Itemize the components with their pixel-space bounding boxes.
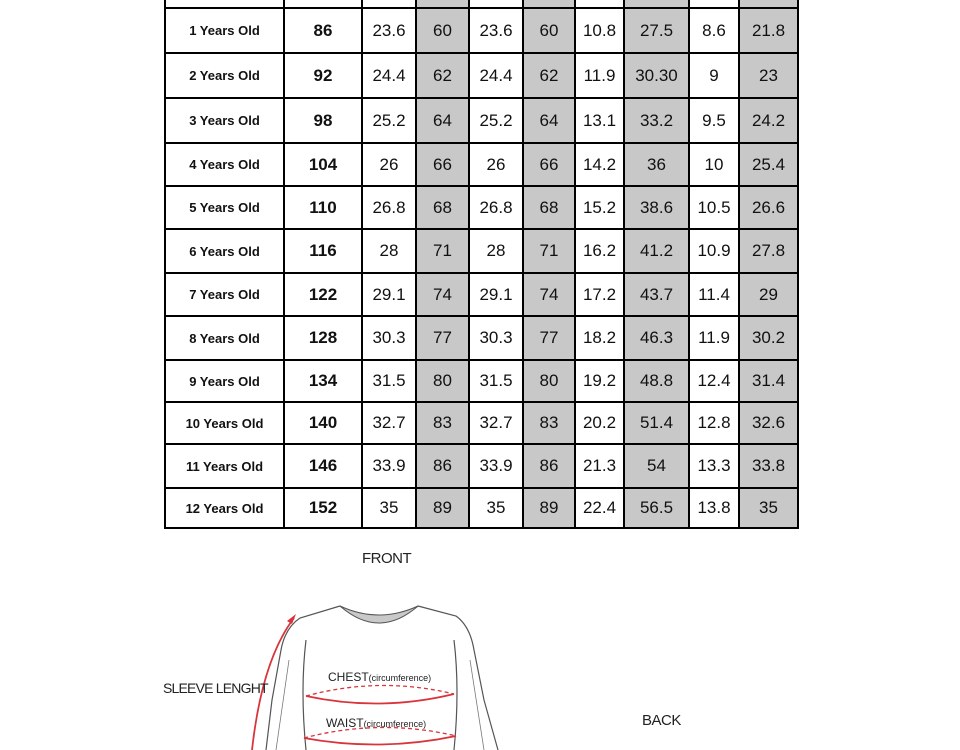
measurement-cell: 14.2: [575, 143, 624, 186]
measurement-cell: 77: [416, 316, 469, 360]
waist-measure-front: [304, 736, 456, 745]
height-cell: 128: [284, 316, 362, 360]
height-cell: 98: [284, 98, 362, 143]
chest-measure-front: [306, 694, 454, 704]
height-cell: 122: [284, 273, 362, 316]
measurement-cell: 48.8: [624, 360, 689, 402]
chest-label: CHEST(circumference): [328, 670, 432, 684]
measurement-cell: 26: [362, 143, 416, 186]
measurement-cell: 25.2: [469, 98, 523, 143]
measurement-cell: 10.9: [689, 229, 739, 273]
measurement-cell: 9: [689, 53, 739, 98]
height-cell: 146: [284, 444, 362, 488]
measurement-cell: 30.30: [624, 53, 689, 98]
measurement-cell: 74: [416, 273, 469, 316]
measurement-cell: 16.2: [575, 229, 624, 273]
measurement-cell: 33.9: [362, 444, 416, 488]
measurement-cell: 26.8: [362, 186, 416, 229]
measurement-cell: 86: [523, 444, 575, 488]
measurement-cell: 11.4: [689, 273, 739, 316]
age-cell: 3 Years Old: [165, 98, 284, 143]
measurement-cell: 31.5: [469, 360, 523, 402]
measurement-cell: 62: [523, 53, 575, 98]
measurement-cell: 10.8: [575, 8, 624, 53]
measurement-cell: 29.1: [362, 273, 416, 316]
measurement-cell: 83: [523, 402, 575, 444]
measurement-cell: 24.4: [362, 53, 416, 98]
height-cell: 116: [284, 229, 362, 273]
measurement-cell: 38.6: [624, 186, 689, 229]
measurement-cell: 23: [739, 53, 798, 98]
age-cell: 11 Years Old: [165, 444, 284, 488]
measurement-cell: 24.2: [739, 98, 798, 143]
measurement-cell: 66: [416, 143, 469, 186]
measurement-cell: 64: [523, 98, 575, 143]
measurement-cell: 71: [523, 229, 575, 273]
measurement-cell: 22.4: [575, 488, 624, 528]
measurement-cell: 29: [739, 273, 798, 316]
measurement-cell: 12.4: [689, 360, 739, 402]
height-cell: 152: [284, 488, 362, 528]
age-cell: 8 Years Old: [165, 316, 284, 360]
measurement-cell: 23.6: [469, 8, 523, 53]
measurement-cell: 54: [624, 444, 689, 488]
measurement-cell: 10: [689, 143, 739, 186]
age-cell: 9 Years Old: [165, 360, 284, 402]
measurement-cell: 13.1: [575, 98, 624, 143]
height-cell: 86: [284, 8, 362, 53]
measurement-cell: 41.2: [624, 229, 689, 273]
measurement-cell: 77: [523, 316, 575, 360]
measurement-cell: 25.2: [362, 98, 416, 143]
measurement-cell: 20.2: [575, 402, 624, 444]
collar-shape: [340, 606, 418, 623]
height-cell: 92: [284, 53, 362, 98]
measurement-cell: 80: [416, 360, 469, 402]
measurement-cell: 25.4: [739, 143, 798, 186]
measurement-cell: 74: [523, 273, 575, 316]
measurement-cell: 12.8: [689, 402, 739, 444]
measurement-cell: 30.3: [469, 316, 523, 360]
measurement-cell: 51.4: [624, 402, 689, 444]
measurement-cell: 26: [469, 143, 523, 186]
measurement-cell: 17.2: [575, 273, 624, 316]
measurement-cell: 46.3: [624, 316, 689, 360]
measurement-cell: 19.2: [575, 360, 624, 402]
measurement-cell: 66: [523, 143, 575, 186]
measurement-cell: 32.7: [362, 402, 416, 444]
measurement-cell: 26.8: [469, 186, 523, 229]
measurement-cell: 80: [523, 360, 575, 402]
measurement-cell: 35: [362, 488, 416, 528]
height-cell: 104: [284, 143, 362, 186]
measurement-cell: 60: [523, 8, 575, 53]
measurement-cell: 32.7: [469, 402, 523, 444]
measurement-cell: 27.8: [739, 229, 798, 273]
measurement-cell: 10.5: [689, 186, 739, 229]
age-cell: 12 Years Old: [165, 488, 284, 528]
measurement-cell: 83: [416, 402, 469, 444]
measurement-cell: 35: [469, 488, 523, 528]
measurement-cell: 64: [416, 98, 469, 143]
measurement-cell: 68: [416, 186, 469, 229]
measurement-cell: 56.5: [624, 488, 689, 528]
measurement-cell: 18.2: [575, 316, 624, 360]
age-cell: 5 Years Old: [165, 186, 284, 229]
measurement-cell: 30.2: [739, 316, 798, 360]
sleeve-length-label: SLEEVE LENGHT: [163, 680, 268, 696]
age-cell: 6 Years Old: [165, 229, 284, 273]
measurement-cell: 35: [739, 488, 798, 528]
measurement-cell: 15.2: [575, 186, 624, 229]
height-cell: 140: [284, 402, 362, 444]
measurement-cell: 26.6: [739, 186, 798, 229]
measurement-cell: 24.4: [469, 53, 523, 98]
age-cell: 10 Years Old: [165, 402, 284, 444]
measurement-cell: 30.3: [362, 316, 416, 360]
measurement-cell: 31.5: [362, 360, 416, 402]
measurement-cell: 60: [416, 8, 469, 53]
measurement-cell: 33.8: [739, 444, 798, 488]
measurement-cell: 8.6: [689, 8, 739, 53]
height-cell: 110: [284, 186, 362, 229]
measurement-cell: 62: [416, 53, 469, 98]
measurement-cell: 9.5: [689, 98, 739, 143]
measurement-cell: 89: [416, 488, 469, 528]
age-cell: 7 Years Old: [165, 273, 284, 316]
measurement-cell: 13.3: [689, 444, 739, 488]
measurement-cell: 11.9: [575, 53, 624, 98]
measurement-cell: 43.7: [624, 273, 689, 316]
measurement-cell: 86: [416, 444, 469, 488]
chest-measure-back: [306, 685, 454, 696]
measurement-cell: 28: [469, 229, 523, 273]
measurement-cell: 29.1: [469, 273, 523, 316]
measurement-cell: 28: [362, 229, 416, 273]
measurement-cell: 13.8: [689, 488, 739, 528]
waist-label: WAIST(circumference): [326, 716, 427, 730]
front-label: FRONT: [362, 550, 412, 567]
measurement-cell: 89: [523, 488, 575, 528]
measurement-cell: 27.5: [624, 8, 689, 53]
measurement-cell: 36: [624, 143, 689, 186]
measurement-cell: 71: [416, 229, 469, 273]
measurement-cell: 33.2: [624, 98, 689, 143]
measurement-cell: 23.6: [362, 8, 416, 53]
age-cell: 1 Years Old: [165, 8, 284, 53]
measurement-cell: 32.6: [739, 402, 798, 444]
measurement-cell: 33.9: [469, 444, 523, 488]
measurement-cell: 68: [523, 186, 575, 229]
age-cell: 4 Years Old: [165, 143, 284, 186]
measurement-cell: 21.8: [739, 8, 798, 53]
height-cell: 134: [284, 360, 362, 402]
back-label: BACK: [642, 712, 681, 729]
measurement-cell: 31.4: [739, 360, 798, 402]
measurement-cell: 21.3: [575, 444, 624, 488]
age-cell: 2 Years Old: [165, 53, 284, 98]
measurement-cell: 11.9: [689, 316, 739, 360]
